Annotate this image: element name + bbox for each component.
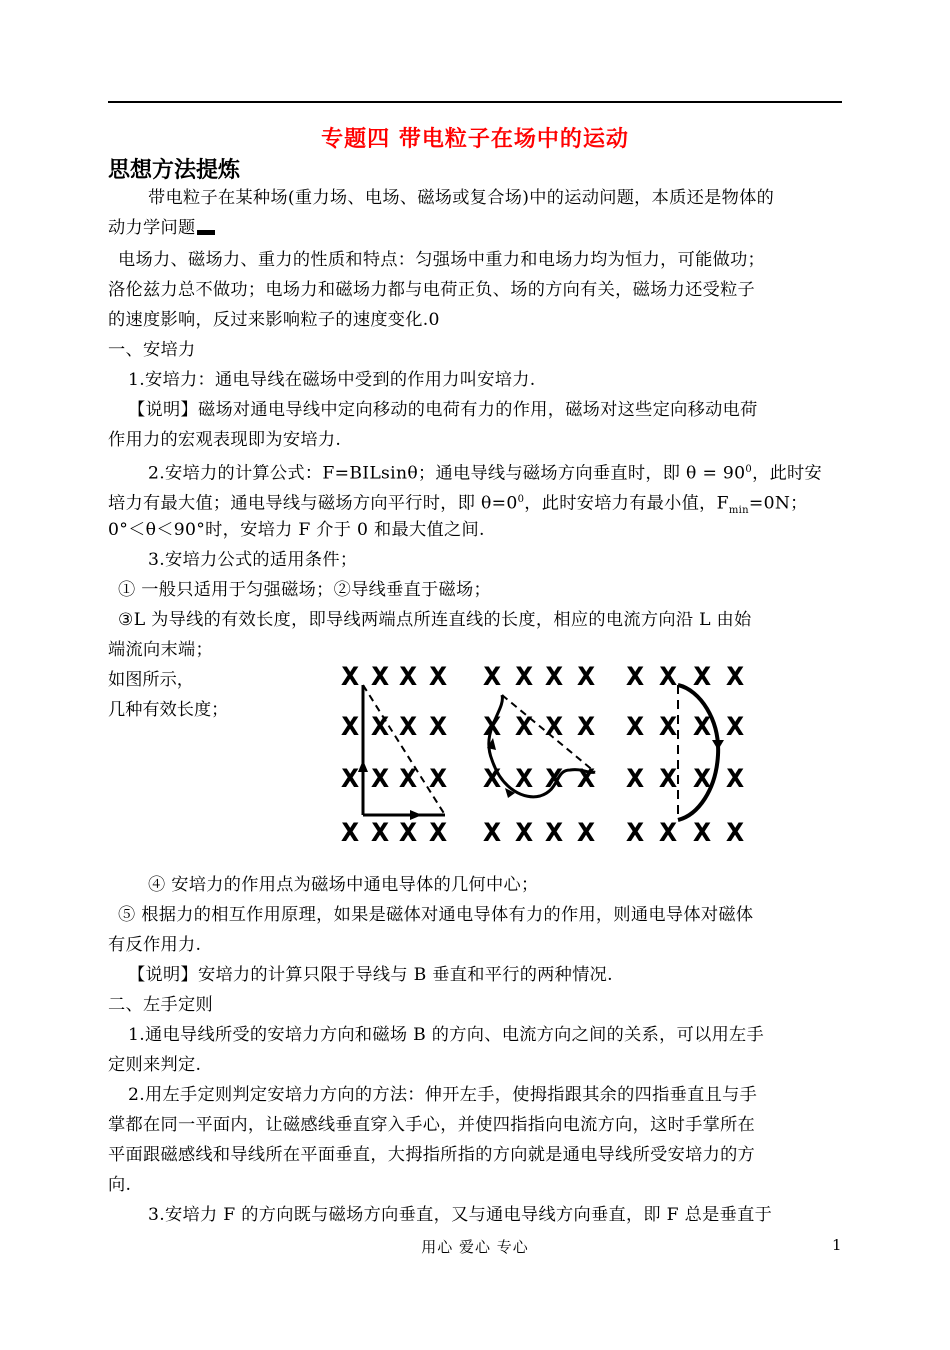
field-into-page-mark: X xyxy=(727,767,743,792)
subscript: min xyxy=(728,505,749,517)
field-into-page-mark: X xyxy=(694,715,710,740)
field-into-page-mark: X xyxy=(578,715,594,740)
text-line: 3.安培力 F 的方向既与磁场方向垂直，又与通电导线方向垂直，即 F 总是垂直于 xyxy=(148,1205,773,1225)
figure-caption: 几种有效长度； xyxy=(108,700,229,720)
field-into-page-mark: X xyxy=(694,821,710,846)
field-into-page-mark: X xyxy=(546,821,562,846)
superscript: 0 xyxy=(517,494,525,505)
field-into-page-mark: X xyxy=(627,821,643,846)
footer-motto: 用心 爱心 专心 xyxy=(421,1238,529,1256)
field-into-page-mark: X xyxy=(342,715,358,740)
field-into-page-mark: X xyxy=(484,715,500,740)
text-line: =0N； xyxy=(748,493,808,514)
paragraph-intro-cont xyxy=(108,213,842,243)
text-line: 【说明】安培力的计算只限于导线与 B 垂直和平行的两种情况. xyxy=(128,965,613,985)
text-line: ① 一般只适用于匀强磁场；②导线垂直于磁场； xyxy=(118,580,492,600)
text-line: 有反作用力. xyxy=(108,935,202,955)
text-line: 培力有最大值；通电导线与磁场方向平行时，即 θ=0 xyxy=(108,493,518,514)
semicircle-wire xyxy=(678,685,724,820)
field-into-page-mark: X xyxy=(484,767,500,792)
field-into-page-mark: X xyxy=(660,665,676,690)
text-line: 动力学问题 xyxy=(108,218,196,238)
heading-left-hand-rule: 二、左手定则 xyxy=(108,995,213,1015)
field-into-page-mark: X xyxy=(372,715,388,740)
text-line: ⑤ 根据力的相互作用原理，如果是磁体对通电导体有力的作用，则通电导体对磁体 xyxy=(118,905,754,925)
field-into-page-mark: X xyxy=(516,715,532,740)
text-line: 2.安培力的计算公式：F=BILsinθ；通电导线与磁场方向垂直时，即 θ = 90 xyxy=(148,463,746,484)
field-into-page-mark: X xyxy=(484,821,500,846)
text-line: 定则来判定. xyxy=(108,1055,202,1075)
text-line: 洛伦兹力总不做功；电场力和磁场力都与电荷正负、场的方向有关，磁场力还受粒子 xyxy=(108,280,756,300)
text-line: 3.安培力公式的适用条件； xyxy=(148,550,358,570)
text-line: 2.用左手定则判定安培力方向的方法：伸开左手，使拇指跟其余的四指垂直且与手 xyxy=(128,1085,758,1105)
text-line: ，此时安培力有最小值，F xyxy=(524,493,729,514)
field-into-page-mark: X xyxy=(342,665,358,690)
field-into-page-mark: X xyxy=(342,821,358,846)
text-line: 平面跟磁感线和导线所在平面垂直，大拇指所指的方向就是通电导线所受安培力的方 xyxy=(108,1145,756,1165)
field-into-page-mark: X xyxy=(430,767,446,792)
field-into-page-mark: X xyxy=(430,665,446,690)
field-into-page-mark: X xyxy=(372,665,388,690)
field-into-page-mark: X xyxy=(516,767,532,792)
paragraph-intro xyxy=(108,183,842,213)
field-into-page-mark: X xyxy=(627,665,643,690)
field-into-page-mark: X xyxy=(400,821,416,846)
field-into-page-mark: X xyxy=(627,715,643,740)
superscript: 0 xyxy=(745,464,753,475)
text-line: ④ 安培力的作用点为磁场中通电导体的几何中心； xyxy=(148,875,539,895)
field-into-page-mark: X xyxy=(727,665,743,690)
text-line: 电场力、磁场力、重力的性质和特点：匀强场中重力和电场力均为恒力，可能做功； xyxy=(118,250,766,270)
text-line: 作用力的宏观表现即为安培力. xyxy=(108,430,342,450)
field-into-page-mark: X xyxy=(430,821,446,846)
effective-length-figure xyxy=(330,660,770,850)
page-title: 专题四 带电粒子在场中的运动 xyxy=(321,127,629,152)
field-into-page-mark: X xyxy=(372,821,388,846)
field-into-page-mark: X xyxy=(660,715,676,740)
field-into-page-mark: X xyxy=(660,821,676,846)
field-into-page-mark: X xyxy=(727,821,743,846)
field-into-page-mark: X xyxy=(578,665,594,690)
field-into-page-mark: X xyxy=(727,715,743,740)
page-number: 1 xyxy=(832,1236,842,1254)
field-into-page-mark: X xyxy=(578,767,594,792)
field-into-page-mark: X xyxy=(516,665,532,690)
text-line: 的速度影响，反过来影响粒子的速度变化.0 xyxy=(108,310,440,330)
text-line: 1.通电导线所受的安培力方向和磁场 B 的方向、电流方向之间的关系，可以用左手 xyxy=(128,1025,765,1045)
text-line: 1.安培力：通电导线在磁场中受到的作用力叫安培力. xyxy=(128,370,536,390)
text-line: ③L 为导线的有效长度，即导线两端点所连直线的长度，相应的电流方向沿 L 由始 xyxy=(118,610,752,630)
field-into-page-mark: X xyxy=(400,665,416,690)
triangle-wire xyxy=(358,685,445,820)
field-into-page-mark: X xyxy=(342,767,358,792)
field-into-page-mark: X xyxy=(546,715,562,740)
field-into-page-mark: X xyxy=(578,821,594,846)
heading-ampere-force: 一、安培力 xyxy=(108,340,196,360)
text-line: 掌都在同一平面内，让磁感线垂直穿入手心，并使四指指向电流方向，这时手掌所在 xyxy=(108,1115,756,1135)
header-rule xyxy=(108,101,842,103)
field-into-page-mark: X xyxy=(660,767,676,792)
text-line: 0°＜θ＜90°时，安培力 F 介于 0 和最大值之间. xyxy=(108,520,485,540)
paragraph-force-properties xyxy=(108,245,842,275)
field-into-page-mark: X xyxy=(694,665,710,690)
section-heading: 思想方法提炼 xyxy=(108,158,241,183)
text-line: ，此时安 xyxy=(752,463,823,484)
text-line: 向. xyxy=(108,1175,132,1195)
field-into-page-mark: X xyxy=(546,767,562,792)
field-into-page-mark: X xyxy=(430,715,446,740)
field-into-page-mark: X xyxy=(400,767,416,792)
text-line: 【说明】磁场对通电导线中定向移动的电荷有力的作用，磁场对这些定向移动电荷 xyxy=(128,400,758,420)
field-into-page-mark: X xyxy=(516,821,532,846)
field-into-page-mark: X xyxy=(484,665,500,690)
field-into-page-mark: X xyxy=(546,665,562,690)
text-line: 带电粒子在某种场(重力场、电场、磁场或复合场)中的运动问题，本质还是物体的 xyxy=(148,188,775,208)
field-into-page-mark: X xyxy=(372,767,388,792)
field-into-page-mark: X xyxy=(627,767,643,792)
figure-caption: 如图所示， xyxy=(108,670,194,690)
formula-line xyxy=(108,455,842,489)
field-into-page-mark: X xyxy=(694,767,710,792)
text-line: 端流向末端； xyxy=(108,640,213,660)
field-into-page-mark: X xyxy=(400,715,416,740)
cursor-mark xyxy=(197,230,215,235)
